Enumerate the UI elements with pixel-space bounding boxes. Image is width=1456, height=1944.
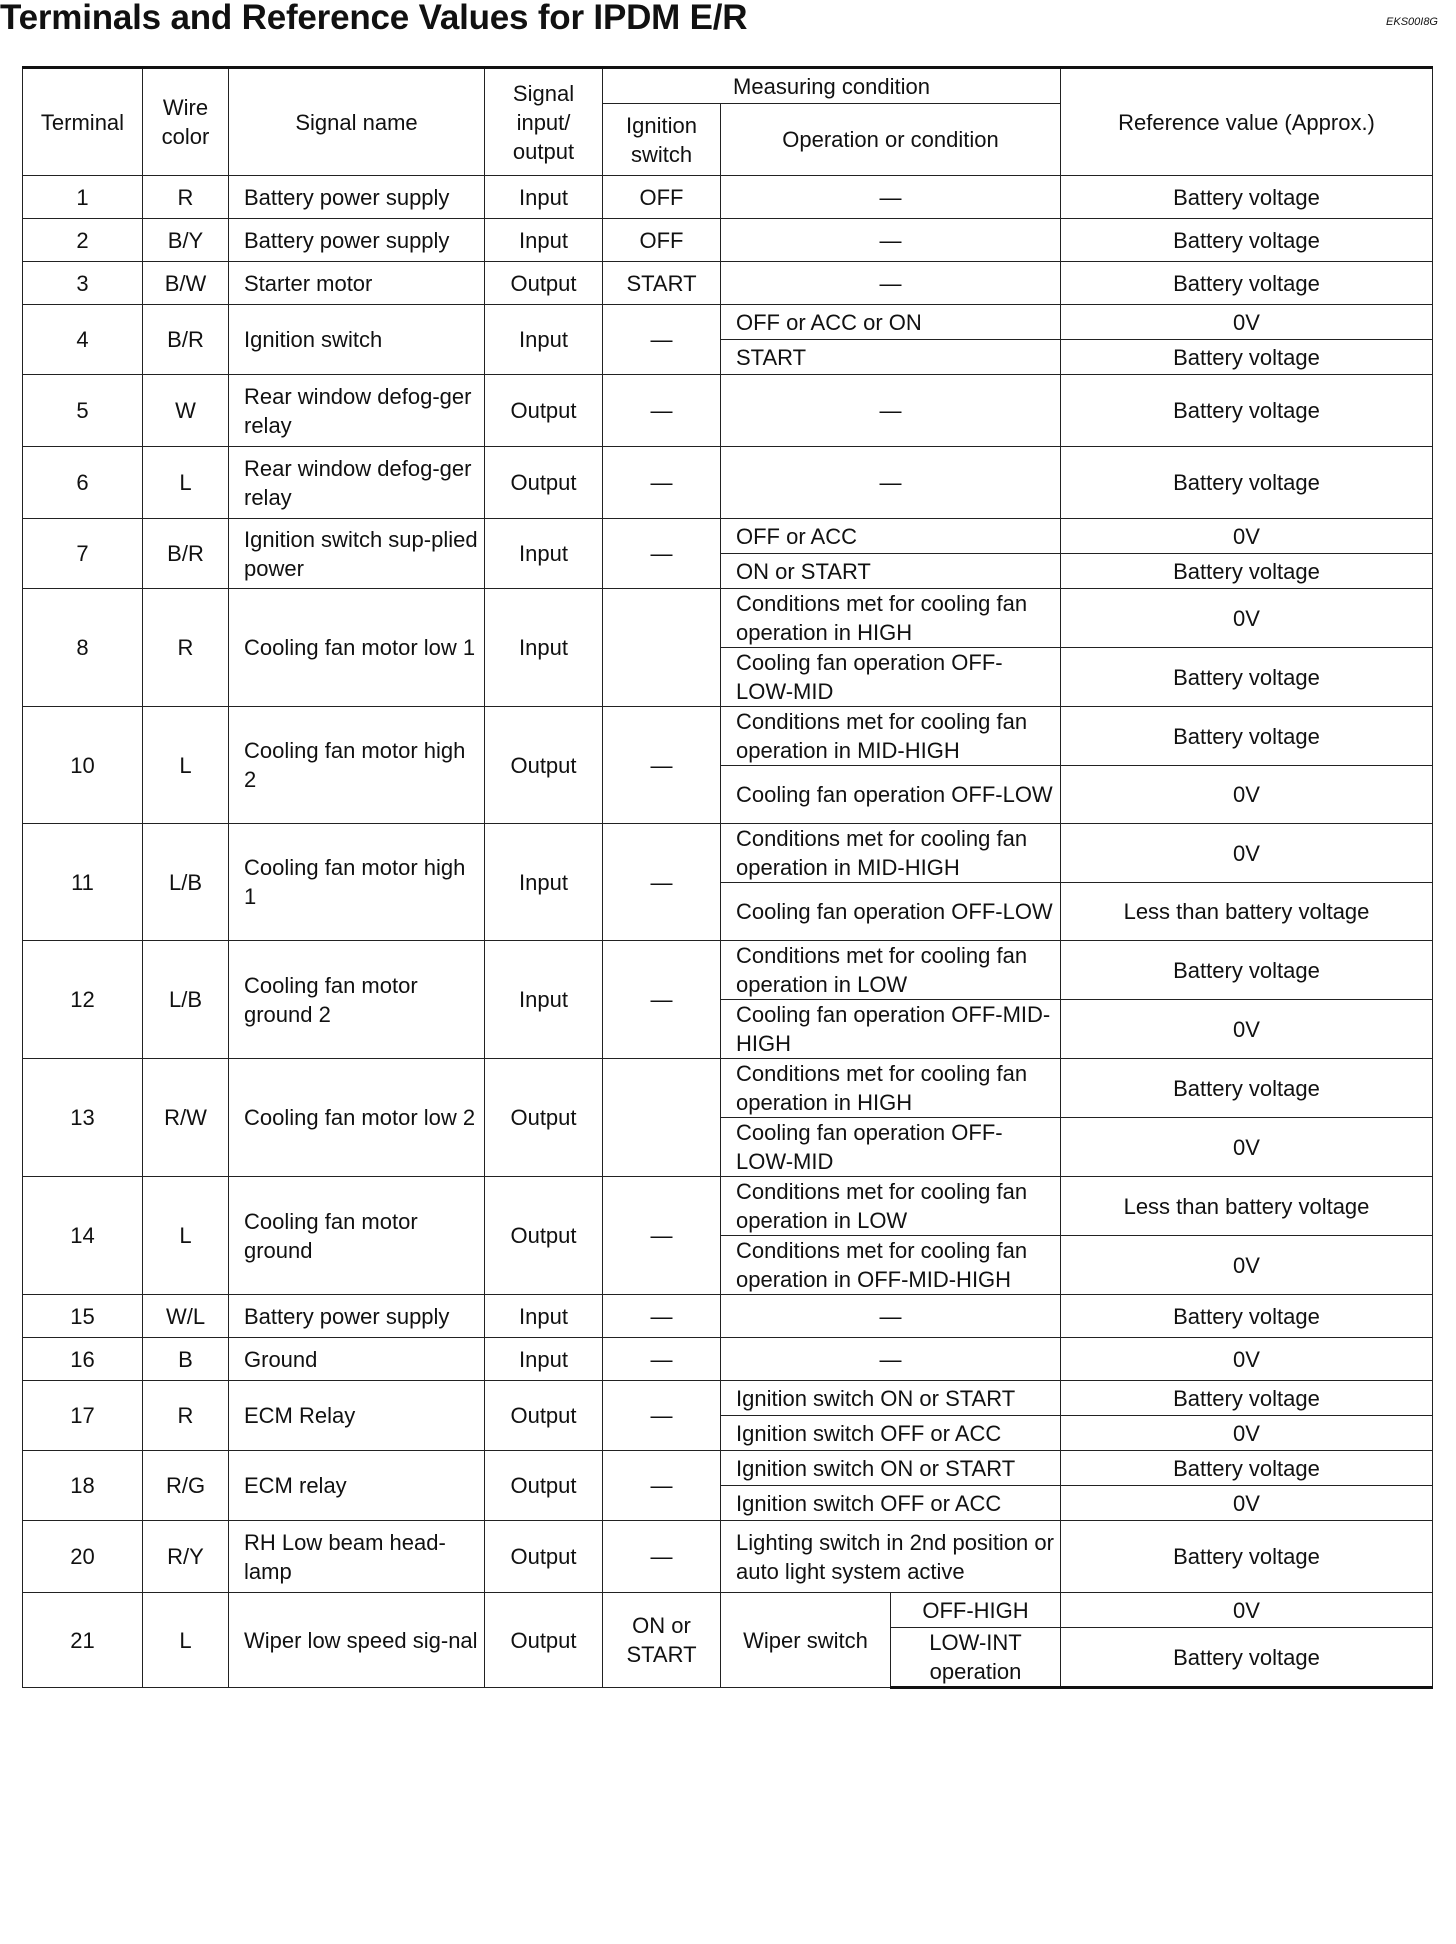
wire-color-cell: L	[143, 1177, 229, 1295]
signal-name-cell: Rear window defog-ger relay	[229, 447, 485, 519]
table-row	[23, 262, 1433, 305]
signal-name-cell: Ignition switch	[229, 305, 485, 375]
terminal-cell: 14	[23, 1177, 143, 1295]
signal-io-cell: Input	[485, 1338, 603, 1381]
wire-color-cell: R	[143, 176, 229, 219]
operation-cell: Conditions met for cooling fan operation in LOW	[721, 1177, 1061, 1236]
reference-value-cell: Battery voltage	[1061, 1295, 1433, 1338]
header-terminal: Terminal	[23, 68, 143, 176]
ignition-switch-cell: —	[603, 447, 721, 519]
reference-value-cell: Battery voltage	[1061, 1521, 1433, 1593]
signal-name-cell: Starter motor	[229, 262, 485, 305]
reference-value-cell: 0V	[1061, 1236, 1433, 1295]
signal-io-cell: Output	[485, 1521, 603, 1593]
document-code: EKS00I8G	[1386, 16, 1438, 28]
reference-value-cell: 0V	[1061, 1486, 1433, 1521]
operation-cell: Conditions met for cooling fan operation in OFF-MID-HIGH	[721, 1236, 1061, 1295]
reference-value-cell: Battery voltage	[1061, 219, 1433, 262]
table-row	[23, 824, 1433, 883]
signal-io-cell: Input	[485, 941, 603, 1059]
operation-cell: Cooling fan operation OFF-LOW	[721, 766, 1061, 824]
operation-cell: Lighting switch in 2nd position or auto light system active	[721, 1521, 1061, 1593]
header-signal-io: Signal input/ output	[485, 68, 603, 176]
terminal-cell: 16	[23, 1338, 143, 1381]
wire-color-cell: B/Y	[143, 219, 229, 262]
signal-name-cell: Battery power supply	[229, 219, 485, 262]
terminal-cell: 8	[23, 589, 143, 707]
reference-value-cell: Battery voltage	[1061, 1628, 1433, 1688]
reference-value-cell: Battery voltage	[1061, 554, 1433, 589]
wire-color-cell: L/B	[143, 941, 229, 1059]
ignition-switch-cell: —	[603, 1451, 721, 1521]
signal-io-cell: Input	[485, 1295, 603, 1338]
wire-color-cell: R/Y	[143, 1521, 229, 1593]
signal-name-cell: Cooling fan motor low 1	[229, 589, 485, 707]
reference-value-cell: 0V	[1061, 519, 1433, 554]
operation-cell: Conditions met for cooling fan operation in MID-HIGH	[721, 707, 1061, 766]
operation-cell: Ignition switch ON or START	[721, 1381, 1061, 1416]
signal-io-cell: Output	[485, 707, 603, 824]
wire-color-cell: L	[143, 1593, 229, 1688]
signal-name-cell: ECM Relay	[229, 1381, 485, 1451]
operation-cell: Ignition switch OFF or ACC	[721, 1486, 1061, 1521]
terminal-cell: 7	[23, 519, 143, 589]
operation-cell: Conditions met for cooling fan operation in HIGH	[721, 589, 1061, 648]
header-measuring-condition: Measuring condition	[603, 68, 1061, 104]
signal-io-cell: Output	[485, 1593, 603, 1688]
signal-io-cell: Input	[485, 305, 603, 375]
ignition-switch-cell	[603, 589, 721, 707]
ignition-switch-cell: —	[603, 1295, 721, 1338]
ignition-switch-cell: —	[603, 305, 721, 375]
operation-cell: ON or START	[721, 554, 1061, 589]
terminal-cell: 3	[23, 262, 143, 305]
operation-cell: —	[721, 176, 1061, 219]
table-row	[23, 375, 1433, 447]
table-row	[23, 1593, 1433, 1628]
signal-name-cell: Battery power supply	[229, 176, 485, 219]
signal-name-cell: Cooling fan motor high 1	[229, 824, 485, 941]
reference-value-cell: 0V	[1061, 766, 1433, 824]
reference-value-cell: 0V	[1061, 1416, 1433, 1451]
wire-color-cell: W	[143, 375, 229, 447]
reference-value-cell: 0V	[1061, 305, 1433, 340]
signal-name-cell: ECM relay	[229, 1451, 485, 1521]
signal-name-cell: Ignition switch sup-plied power	[229, 519, 485, 589]
reference-value-cell: Battery voltage	[1061, 176, 1433, 219]
table-row	[23, 447, 1433, 519]
terminal-cell: 13	[23, 1059, 143, 1177]
operation-cell: —	[721, 1295, 1061, 1338]
reference-value-cell: Battery voltage	[1061, 941, 1433, 1000]
signal-io-cell: Output	[485, 262, 603, 305]
reference-value-cell: 0V	[1061, 1000, 1433, 1059]
table-row	[23, 589, 1433, 648]
reference-value-cell: Battery voltage	[1061, 262, 1433, 305]
operation-cell: LOW-INT operation	[891, 1628, 1061, 1688]
operation-cell: Conditions met for cooling fan operation in LOW	[721, 941, 1061, 1000]
reference-value-cell: 0V	[1061, 1593, 1433, 1628]
reference-value-cell: Battery voltage	[1061, 1451, 1433, 1486]
signal-io-cell: Input	[485, 519, 603, 589]
signal-io-cell: Input	[485, 589, 603, 707]
operation-cell: —	[721, 219, 1061, 262]
signal-io-cell: Input	[485, 176, 603, 219]
wire-color-cell: R/W	[143, 1059, 229, 1177]
operation-cell: Cooling fan operation OFF-MID-HIGH	[721, 1000, 1061, 1059]
operation-cell: Ignition switch OFF or ACC	[721, 1416, 1061, 1451]
header-wire-color: Wire color	[143, 68, 229, 176]
terminal-cell: 21	[23, 1593, 143, 1688]
ignition-switch-cell: —	[603, 707, 721, 824]
wire-color-cell: L	[143, 707, 229, 824]
signal-name-cell: Ground	[229, 1338, 485, 1381]
header-operation-or-condition: Operation or condition	[721, 104, 1061, 176]
signal-name-cell: Cooling fan motor low 2	[229, 1059, 485, 1177]
ignition-switch-cell: —	[603, 375, 721, 447]
wire-color-cell: L/B	[143, 824, 229, 941]
operation-cell: Conditions met for cooling fan operation in MID-HIGH	[721, 824, 1061, 883]
ignition-switch-cell: OFF	[603, 176, 721, 219]
page-title: Terminals and Reference Values for IPDM E/R	[0, 0, 748, 37]
ignition-switch-cell: —	[603, 1338, 721, 1381]
table-body	[23, 176, 1433, 1688]
signal-name-cell: Wiper low speed sig-nal	[229, 1593, 485, 1688]
wire-color-cell: B/R	[143, 305, 229, 375]
reference-value-cell: 0V	[1061, 589, 1433, 648]
reference-value-cell: Battery voltage	[1061, 1059, 1433, 1118]
reference-value-cell: Battery voltage	[1061, 375, 1433, 447]
operation-cell: Cooling fan operation OFF-LOW-MID	[721, 1118, 1061, 1177]
signal-io-cell: Output	[485, 1059, 603, 1177]
signal-name-cell: Rear window defog-ger relay	[229, 375, 485, 447]
terminal-cell: 11	[23, 824, 143, 941]
ignition-switch-cell	[603, 1059, 721, 1177]
signal-name-cell: RH Low beam head-lamp	[229, 1521, 485, 1593]
ignition-switch-cell: —	[603, 1177, 721, 1295]
table-row	[23, 1295, 1433, 1338]
ignition-switch-cell: ON or START	[603, 1593, 721, 1688]
signal-io-cell: Output	[485, 1451, 603, 1521]
reference-value-cell: 0V	[1061, 1118, 1433, 1177]
ignition-switch-cell: —	[603, 824, 721, 941]
ignition-switch-cell: —	[603, 1521, 721, 1593]
ignition-switch-cell: —	[603, 1381, 721, 1451]
wire-color-cell: L	[143, 447, 229, 519]
ignition-switch-cell: —	[603, 941, 721, 1059]
header-reference-value: Reference value (Approx.)	[1061, 68, 1433, 176]
table-row	[23, 941, 1433, 1000]
reference-value-cell: 0V	[1061, 1338, 1433, 1381]
signal-io-cell: Output	[485, 447, 603, 519]
signal-name-cell: Cooling fan motor high 2	[229, 707, 485, 824]
signal-io-cell: Output	[485, 1381, 603, 1451]
table-row	[23, 1338, 1433, 1381]
operation-cell: —	[721, 262, 1061, 305]
terminal-cell: 17	[23, 1381, 143, 1451]
table-row	[23, 176, 1433, 219]
terminal-cell: 10	[23, 707, 143, 824]
reference-value-cell: Less than battery voltage	[1061, 883, 1433, 941]
reference-value-cell: Less than battery voltage	[1061, 1177, 1433, 1236]
operation-group-cell: Wiper switch	[721, 1593, 891, 1688]
operation-cell: Ignition switch ON or START	[721, 1451, 1061, 1486]
reference-value-cell: Battery voltage	[1061, 648, 1433, 707]
operation-cell: START	[721, 340, 1061, 375]
table-row	[23, 219, 1433, 262]
ignition-switch-cell: —	[603, 519, 721, 589]
signal-io-cell: Input	[485, 824, 603, 941]
wire-color-cell: R/G	[143, 1451, 229, 1521]
reference-value-cell: Battery voltage	[1061, 707, 1433, 766]
terminal-cell: 1	[23, 176, 143, 219]
terminal-cell: 20	[23, 1521, 143, 1593]
table-row	[23, 305, 1433, 340]
header-ignition-switch: Ignition switch	[603, 104, 721, 176]
wire-color-cell: B/R	[143, 519, 229, 589]
table-row	[23, 519, 1433, 554]
operation-cell: OFF or ACC or ON	[721, 305, 1061, 340]
signal-name-cell: Battery power supply	[229, 1295, 485, 1338]
wire-color-cell: W/L	[143, 1295, 229, 1338]
header-signal-name: Signal name	[229, 68, 485, 176]
operation-cell: —	[721, 375, 1061, 447]
terminal-reference-table	[22, 66, 1433, 1689]
signal-io-cell: Output	[485, 375, 603, 447]
signal-name-cell: Cooling fan motor ground 2	[229, 941, 485, 1059]
reference-value-cell: Battery voltage	[1061, 447, 1433, 519]
terminal-cell: 4	[23, 305, 143, 375]
reference-value-cell: Battery voltage	[1061, 1381, 1433, 1416]
wire-color-cell: R	[143, 1381, 229, 1451]
reference-value-cell: Battery voltage	[1061, 340, 1433, 375]
signal-name-cell: Cooling fan motor ground	[229, 1177, 485, 1295]
wire-color-cell: B	[143, 1338, 229, 1381]
terminal-cell: 15	[23, 1295, 143, 1338]
terminal-cell: 12	[23, 941, 143, 1059]
table-row	[23, 1381, 1433, 1416]
wire-color-cell: R	[143, 589, 229, 707]
terminal-cell: 5	[23, 375, 143, 447]
operation-cell: Cooling fan operation OFF-LOW-MID	[721, 648, 1061, 707]
wire-color-cell: B/W	[143, 262, 229, 305]
reference-value-cell: 0V	[1061, 824, 1433, 883]
signal-io-cell: Output	[485, 1177, 603, 1295]
operation-cell: —	[721, 447, 1061, 519]
operation-cell: Conditions met for cooling fan operation in HIGH	[721, 1059, 1061, 1118]
ignition-switch-cell: START	[603, 262, 721, 305]
terminal-cell: 6	[23, 447, 143, 519]
terminal-cell: 2	[23, 219, 143, 262]
operation-cell: Cooling fan operation OFF-LOW	[721, 883, 1061, 941]
table-row	[23, 1451, 1433, 1486]
operation-cell: —	[721, 1338, 1061, 1381]
table-row	[23, 1177, 1433, 1236]
table-row	[23, 1521, 1433, 1593]
table-row	[23, 707, 1433, 766]
signal-io-cell: Input	[485, 219, 603, 262]
terminal-cell: 18	[23, 1451, 143, 1521]
operation-cell: OFF-HIGH	[891, 1593, 1061, 1628]
operation-cell: OFF or ACC	[721, 519, 1061, 554]
ignition-switch-cell: OFF	[603, 219, 721, 262]
table-row	[23, 1059, 1433, 1118]
